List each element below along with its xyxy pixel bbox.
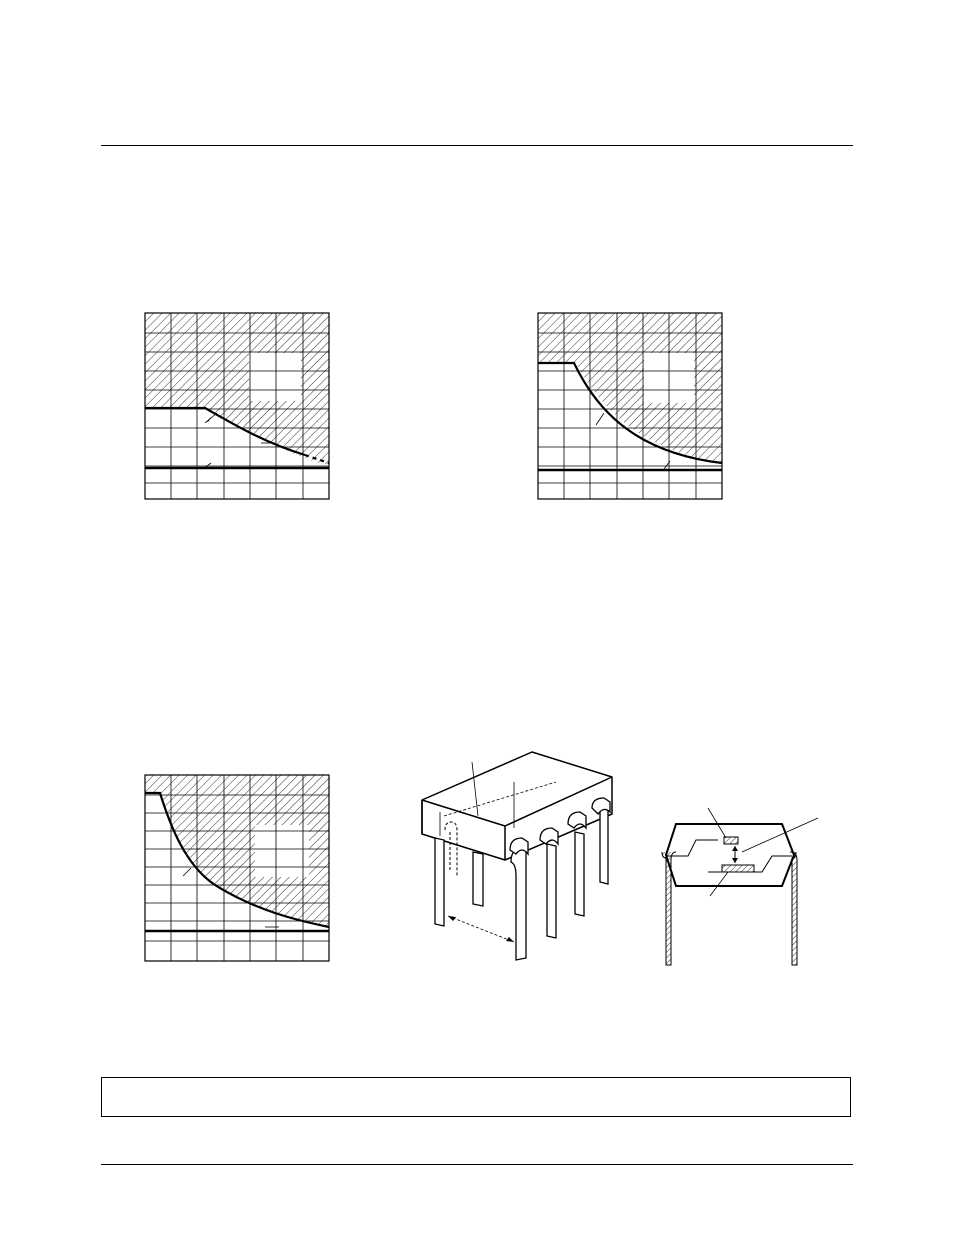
header-rule — [101, 145, 853, 146]
dip8-package-drawing — [410, 752, 620, 964]
graph-bottom-left — [145, 775, 331, 963]
package-cross-section — [660, 800, 820, 970]
graph-top-right — [538, 313, 724, 501]
graph-top-left — [145, 313, 331, 501]
footer-rule — [101, 1164, 853, 1165]
note-box — [101, 1077, 851, 1117]
